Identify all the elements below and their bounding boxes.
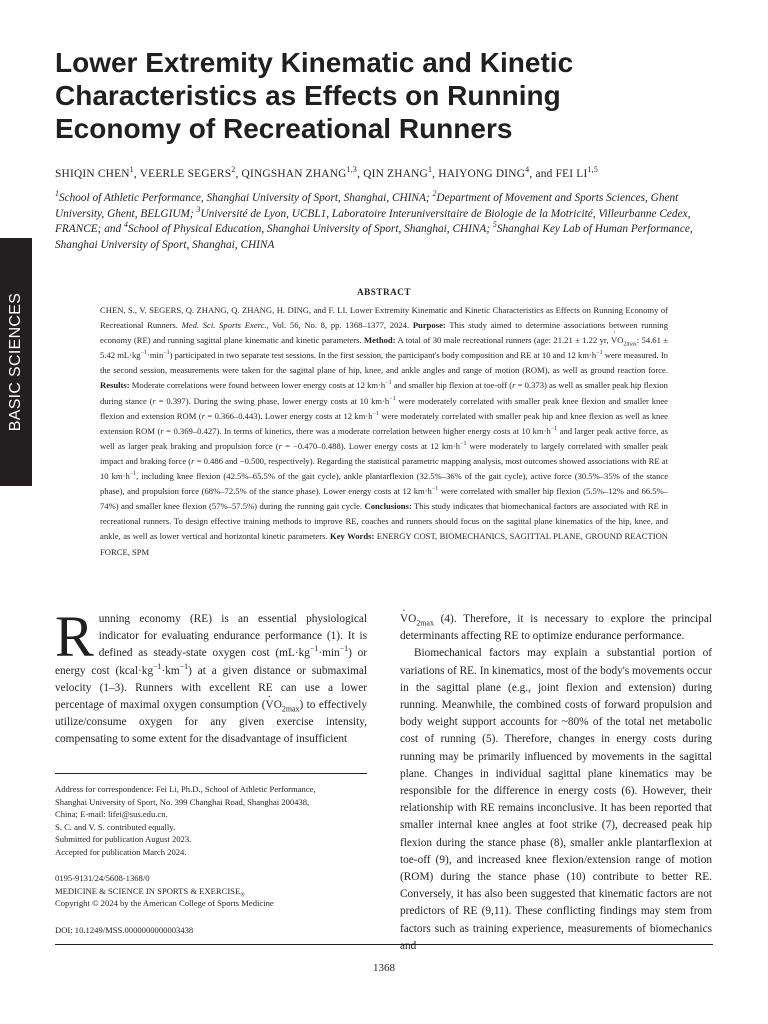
results-text: = 0.373) as well as smaller peak hip flexion during stance ( xyxy=(100,380,668,406)
author-name: FEI LI xyxy=(555,168,588,180)
keywords-text: ENERGY COST, BIOMECHANICS, SAGITTAL PLANE, GROUND REACTION FORCE, SPM xyxy=(100,531,668,557)
results-text: = 0.369–0.427). In terms of kinetics, there was a moderate correlation between higher energy costs at 10 km·h xyxy=(166,425,551,436)
vo2-symbol: · VO xyxy=(611,333,623,348)
method-text: : 54.61 ± 5.42 mL·kg xyxy=(100,335,668,361)
footnote-divider xyxy=(55,773,367,774)
affiliation-mark: 2 xyxy=(432,189,437,199)
exponent: −1 xyxy=(389,395,396,402)
affiliation-mark: 5 xyxy=(492,220,497,230)
body-text: ) or energy cost (kcal·kg xyxy=(55,647,367,677)
purpose-label: Purpose: xyxy=(412,320,446,331)
footnote-line: Shanghai University of Sport, No. 399 Changhai Road, Shanghai 200438, xyxy=(55,796,310,807)
footnote-line: S. C. and V. S. contributed equally. xyxy=(55,821,176,832)
body-paragraph xyxy=(55,604,367,749)
drop-cap: R xyxy=(55,604,94,669)
exponent: −1 xyxy=(431,486,439,493)
affiliation-mark: 3 xyxy=(196,204,201,214)
method-text: were measured. In the second session, measurements were taken for the sagittal plane of hip, knee, and ankle angles and range of motion (ROM), as well as ground reaction force. xyxy=(100,350,669,376)
exponent: −1 xyxy=(460,440,467,447)
footnotes xyxy=(55,783,370,936)
affiliation: School of Athletic Performance, Shanghai University of Sport, Shanghai, CHINA; xyxy=(58,192,430,204)
r-symbol: r xyxy=(191,455,195,466)
issn: 0195-9131/24/5608-1368/0 xyxy=(55,873,150,883)
footnote-line: Address for correspondence: Fei Li, Ph.D., School of Athletic Performance, xyxy=(55,784,316,794)
author-affiliation-mark: 1,5 xyxy=(587,165,599,175)
vo2-subscript: 2max xyxy=(416,618,434,628)
results-text: were moderately correlated with smaller peak hip and knee flexion as well as knee extension ROM ( xyxy=(100,410,668,436)
results-text: , including knee flexion (42.5%–65.5% of the gait cycle), ankle plantarflexion (32.5%–36% of the gait cycle), active force (30.5%–35% of the stance phase), and propulsion force (68%–72.5% of the stance phase). Lower energy costs at 12 km·h xyxy=(100,471,669,497)
exponent: −1 xyxy=(129,471,137,478)
r-symbol: r xyxy=(201,410,205,421)
results-text: Moderate correlations were found between lower energy costs at 12 km·h xyxy=(131,380,386,391)
vo2-symbol: · VO xyxy=(266,697,282,714)
body-paragraph: Biomechanical factors may explain a substantial portion of variations of RE. In kinematics, most of the body's movements occur in the sagittal plane (e.g., joint flexion and extension) during running. Meanwhile, the combined costs of forward propulsion and body weight support accounts for ~80% of the total net metabolic cost of running (5). Therefore, changes in energy costs during running may be primarily influenced by movements in the sagittal plane. Changes in individual sagittal plane kinematics may be responsible for the difference in energy costs (6). However, their relationship with RE remains inconclusive. It has been reported that smaller internal knee angles at foot strike (7), decreased peak hip flexion during the stance phase (8), smaller ankle plantarflexion at toe-off (9), and increased knee flexion/extension range of motion (ROM) during the stance phase (10) contribute to better RE. Conversely, it has also been suggested that kinematic factors are not predictors of RE (9,11). These conflicting findings may stem from factors such as training experience, measurements of biomechanics and xyxy=(400,647,713,952)
exponent: −1 xyxy=(163,350,170,357)
section-tab xyxy=(0,238,32,486)
author-affiliation-mark: 2 xyxy=(231,165,236,175)
r-symbol: r xyxy=(160,425,164,436)
copyright: Copyright © 2024 by the American College of Sports Medicine xyxy=(55,898,274,908)
article-title: Lower Extremity Kinematic and Kinetic Characteristics as Effects on Running Economy of Recreational Runners xyxy=(55,47,574,144)
author-name: VEERLE SEGERS xyxy=(139,168,232,180)
author-name: QINGSHAN ZHANG xyxy=(241,168,347,180)
section-tab-label: BASIC SCIENCES xyxy=(7,292,24,432)
page-divider xyxy=(55,944,713,945)
affiliation: Université de Lyon, UCBL1, Laboratoire Interuniversitaire de Biologie de la Motricité, Villeurbanne Cedex, FRANCE; and xyxy=(55,207,691,235)
author-affiliation-mark: 4 xyxy=(525,165,530,175)
conclusions-text: This study indicates that biomechanical factors are associated with RE in recreational runners. To design effective training methods to improve RE, coaches and runners should focus on the sagittal plane kinematics of the hip, knee, and ankle, as well as lower vertical and horizontal kinetic parameters. xyxy=(100,501,668,542)
results-text: = 0.486 and −0.500, respectively). Regarding the statistical parametric mapping analysis, most outcomes showed associations with RE at 10 km·h xyxy=(100,455,668,482)
journal-name xyxy=(55,885,370,898)
vo2-subscript: 2max xyxy=(281,704,300,714)
body-text: ·km xyxy=(161,664,180,677)
purpose-text: This study aimed to determine associations between running economy (RE) and running sagittal plane kinematic and kinetic parameters. xyxy=(100,320,668,346)
vo2-symbol: · VO xyxy=(400,611,416,628)
body-text: ·min xyxy=(318,647,340,660)
exponent: −1 xyxy=(153,661,162,671)
affiliation: Shanghai Key Lab of Human Performance, Shanghai University of Sport, Shanghai, CHINA xyxy=(55,223,693,251)
method-text: ·min xyxy=(147,350,164,361)
footnote-line: Submitted for publication August 2023. xyxy=(55,834,192,844)
affiliation-mark: 4 xyxy=(124,220,128,230)
abstract-text xyxy=(100,303,668,560)
exponent: −1 xyxy=(385,380,392,387)
exponent: −1 xyxy=(309,644,319,654)
exponent: −1 xyxy=(140,350,148,357)
abstract-heading: ABSTRACT xyxy=(356,287,412,297)
affiliations xyxy=(55,191,725,253)
affiliation: School of Physical Education, Shanghai University of Sport, Shanghai, CHINA; xyxy=(128,223,491,235)
conclusions-label: Conclusions: xyxy=(364,501,412,512)
results-text: = −0.470–0.488). Lower energy costs at 12 km·h xyxy=(285,440,461,451)
author-affiliation-mark: 1 xyxy=(427,165,433,175)
author-name: QIN ZHANG xyxy=(363,168,428,180)
results-text: and smaller hip flexion at toe-off ( xyxy=(393,380,513,391)
r-symbol: r xyxy=(278,440,282,451)
author-affiliation-mark: 1,3 xyxy=(346,165,358,175)
footnote-line: China; E-mail: lifei@sus.edu.cn. xyxy=(55,809,168,819)
exponent: −1 xyxy=(179,661,189,671)
affiliation: Department of Movement and Sports Sciences, Ghent University, Ghent, BELGIUM; xyxy=(55,192,679,220)
exponent: −1 xyxy=(550,425,558,432)
results-text: = 0.366–0.443). Lower energy costs at 12 km·h xyxy=(207,410,373,421)
method-label: Method: xyxy=(364,335,396,346)
registered-mark: ® xyxy=(240,892,245,899)
results-text: were moderately to largely correlated with smaller peak impact and braking force ( xyxy=(100,440,668,466)
journal-title: MEDICINE & SCIENCE IN SPORTS & EXERCISE xyxy=(55,885,241,896)
body-text: ) to effectively utilize/consume oxygen for any given exercise intensity, compensating to some extent for the disadvantage of insufficient xyxy=(55,699,367,746)
footnote-spacer xyxy=(55,858,370,872)
method-text: ) participated in two separate test sessions. In the first session, the participant's body composition and RE at 10 and 12 km·h xyxy=(169,350,597,361)
body-text: unning economy (RE) is an essential physiological indicator for evaluating endurance performance (1). It is defined as steady-state oxygen cost (mL·kg xyxy=(98,613,367,660)
method-text: A total of 30 male recreational runners (age: 21.21 ± 1.22 yr, xyxy=(397,335,609,346)
author-conjunction: and xyxy=(535,168,553,180)
author-name: HAIYONG DING xyxy=(438,168,526,180)
exponent: −1 xyxy=(596,350,603,357)
results-label: Results: xyxy=(100,380,130,391)
keywords-label: Key Words: xyxy=(330,531,375,542)
r-symbol: r xyxy=(152,395,156,406)
abstract-volume: , Vol. 56, No. 8, pp. 1368–1377, 2024. xyxy=(266,320,410,331)
journal-abbrev: Med. Sci. Sports Exerc. xyxy=(181,320,267,331)
r-symbol: r xyxy=(512,380,516,391)
exponent: −1 xyxy=(339,644,349,654)
results-text: were moderately correlated with smaller peak knee flexion and smaller knee flexion and extension ROM ( xyxy=(100,395,668,421)
vo2-subscript: 2max xyxy=(623,341,637,348)
body-paragraph xyxy=(400,611,712,645)
affiliation-mark: 1 xyxy=(55,189,59,199)
page-number: 1368 xyxy=(373,962,395,974)
exponent: −1 xyxy=(372,410,379,417)
body-text: ) at a given distance or submaximal velocity (1–3). Runners with excellent RE can use a lower percentage of maximal oxygen consumption ( xyxy=(55,664,367,712)
author-name: SHIQIN CHEN xyxy=(55,168,130,180)
body-text: (4). Therefore, it is necessary to explore the principal determinants affecting RE to optimize endurance performance. xyxy=(400,613,712,643)
author-list: SHIQIN CHEN$^1$, VEERLE SEGERS$^2$, QINGSHAN ZHANG$^{1,3}$, QIN ZHANG$^1$, HAIYONG DING$^4$, and FEI LI$^{1,5}$ xyxy=(55,165,599,180)
footnote-line: Accepted for publication March 2024. xyxy=(55,846,187,857)
footnote-spacer xyxy=(55,910,370,924)
results-text: were correlated with smaller hip flexion (5.5%–12% and 66.5%–74%) and smaller knee flexion (57%–57.5%) during the running gait cycle. xyxy=(100,486,668,512)
results-text: = 0.397). During the swing phase, lower energy costs at 10 km·h xyxy=(158,395,390,406)
abstract-citation: CHEN, S., V. SEGERS, Q. ZHANG, Q. ZHANG, H. DING, and F. LI. Lower Extremity Kinematic and Kinetic Characteristics as Effects on Running Economy of Recreational Runners. xyxy=(100,305,668,331)
results-text: and larger peak active force, as well as larger peak braking and propulsion force ( xyxy=(100,425,668,451)
body-column-left xyxy=(55,604,367,749)
doi: DOI: 10.1249/MSS.0000000000003438 xyxy=(55,924,194,935)
author-affiliation-mark: 1 xyxy=(129,165,134,175)
body-column-right xyxy=(400,611,712,955)
